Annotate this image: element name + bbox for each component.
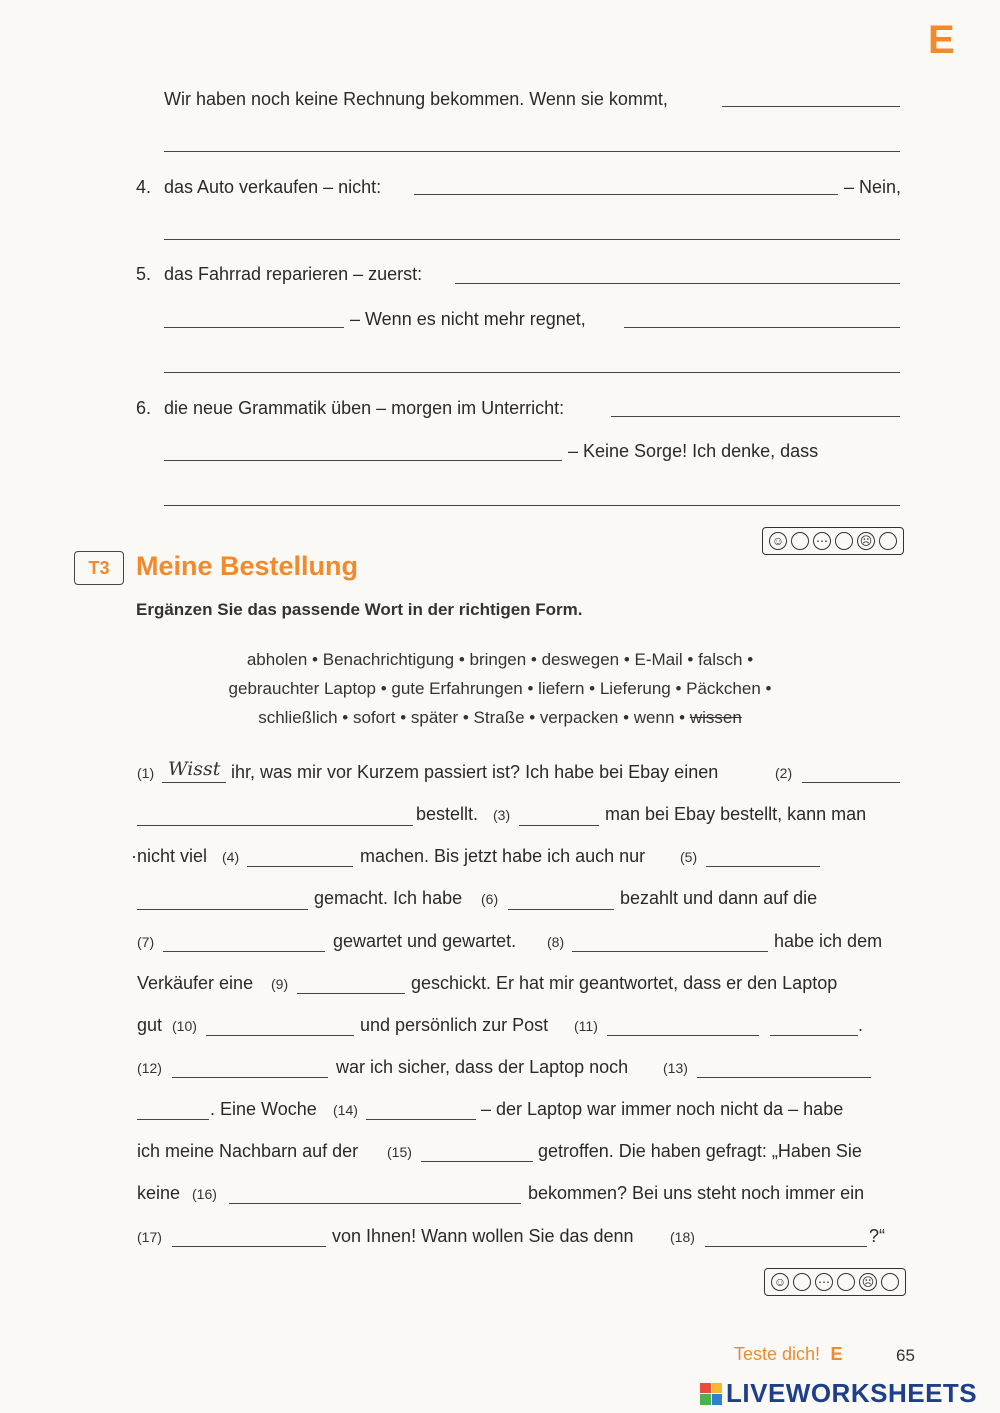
gap-3[interactable] (519, 825, 599, 826)
gap-5a[interactable] (706, 866, 820, 867)
gap-1[interactable] (162, 782, 226, 783)
item4-tail: – Nein, (844, 177, 902, 197)
gap-number-12: (12) (137, 1060, 162, 1076)
cloze-line-6b: geschickt. Er hat mir geantwortet, dass er den Laptop (411, 973, 838, 993)
gap-number-11: (11) (574, 1018, 598, 1034)
cloze-line-11b: bekommen? Bei uns steht noch immer ein (528, 1183, 865, 1203)
blank-item6-2[interactable] (164, 460, 562, 461)
gap-number-14: (14) (333, 1102, 358, 1118)
sad-face-icon[interactable]: ☹ (857, 532, 875, 550)
gap-5b[interactable] (137, 909, 308, 910)
gap-11b[interactable] (770, 1035, 858, 1036)
item4-prompt: das Auto verkaufen – nicht: (164, 177, 382, 197)
instruction: Ergänzen Sie das passende Wort in der richtigen Form. (136, 600, 583, 619)
cloze-line-4a: gemacht. Ich habe (314, 888, 463, 908)
gap-number-10: (10) (172, 1018, 197, 1034)
self-rating-bottom[interactable] (764, 1268, 906, 1296)
gap-6[interactable] (508, 909, 614, 910)
cloze-line-5a: gewartet und gewartet. (333, 931, 517, 951)
gap-number-2: (2) (775, 765, 793, 781)
liveworksheets-logo-icon (700, 1383, 722, 1405)
gap-11a[interactable] (607, 1035, 759, 1036)
gap-2b[interactable] (137, 825, 413, 826)
gap-9[interactable] (297, 993, 405, 994)
item5-mid: – Wenn es nicht mehr regnet, (350, 309, 586, 329)
neutral-face-icon[interactable]: ⋯ (815, 1273, 833, 1291)
circle-icon[interactable] (837, 1273, 855, 1291)
cloze-line-3a: ·nicht viel (131, 846, 208, 866)
gap-18[interactable] (705, 1246, 867, 1247)
smile-icon[interactable]: ☺ (771, 1273, 789, 1291)
page-number: 65 (896, 1346, 915, 1365)
gap-number-8: (8) (547, 934, 565, 950)
blank-item5-4[interactable] (164, 372, 900, 373)
word-bank-line-3 (0, 703, 1000, 732)
circle-icon[interactable] (791, 532, 809, 550)
gap-number-7: (7) (137, 934, 155, 950)
example-answer: Wisst (168, 758, 221, 780)
word-bank-struck-word: wissen (689, 708, 742, 727)
word-bank-line-1: abholen • Benachrichtigung • bringen • deswegen • E-Mail • falsch • (246, 650, 754, 669)
cloze-line-7b: und persönlich zur Post (360, 1015, 549, 1035)
word-bank-line-2: gebrauchter Laptop • gute Erfahrungen • liefern • Lieferung • Päckchen • (228, 679, 772, 698)
gap-number-15: (15) (387, 1144, 412, 1160)
blank-item5-1[interactable] (455, 283, 900, 284)
gap-16[interactable] (229, 1203, 521, 1204)
self-rating-top[interactable] (762, 527, 904, 555)
gap-number-17: (17) (137, 1229, 162, 1245)
gap-14[interactable] (366, 1119, 476, 1120)
circle-icon[interactable] (879, 532, 897, 550)
smile-icon[interactable]: ☺ (769, 532, 787, 550)
cloze-line-10b: getroffen. Die haben gefragt: „Haben Sie (538, 1141, 862, 1161)
circle-icon[interactable] (793, 1273, 811, 1291)
section-badge: T3 (74, 551, 124, 585)
blank-item6-3[interactable] (164, 505, 900, 506)
cloze-line-3b: machen. Bis jetzt habe ich auch nur (360, 846, 646, 866)
gap-number-4: (4) (222, 849, 240, 865)
gap-12[interactable] (172, 1077, 328, 1078)
cloze-line-6a: Verkäufer eine (137, 973, 254, 993)
cloze-line-12b: ?“ (869, 1226, 886, 1246)
brand-name: LIVEWORKSHEETS (726, 1378, 978, 1408)
cloze-line-12a: von Ihnen! Wann wollen Sie das denn (332, 1226, 634, 1246)
item6-number: 6. (136, 398, 152, 418)
cloze-line-11a: keine (137, 1183, 181, 1203)
neutral-face-icon[interactable]: ⋯ (813, 532, 831, 550)
brand-watermark (700, 1378, 977, 1409)
circle-icon[interactable] (835, 532, 853, 550)
cloze-line-1: ihr, was mir vor Kurzem passiert ist? Ich habe bei Ebay einen (231, 762, 719, 782)
gap-number-5: (5) (680, 849, 698, 865)
gap-13a[interactable] (697, 1077, 871, 1078)
gap-number-13: (13) (663, 1060, 688, 1076)
footer-label-group (734, 1344, 843, 1365)
item6-tail: – Keine Sorge! Ich denke, dass (568, 441, 819, 461)
gap-7[interactable] (163, 951, 325, 952)
gap-10[interactable] (206, 1035, 354, 1036)
gap-number-1: (1) (137, 765, 155, 781)
cloze-line-10a: ich meine Nachbarn auf der (137, 1141, 359, 1161)
item4-number: 4. (136, 177, 152, 197)
line-a: Wir haben noch keine Rechnung bekommen. Wenn sie kommt, (164, 89, 668, 109)
blank-top-1[interactable] (722, 106, 900, 107)
gap-number-18: (18) (670, 1229, 695, 1245)
cloze-line-9b: – der Laptop war immer noch nicht da – habe (481, 1099, 844, 1119)
cloze-line-8a: war ich sicher, dass der Laptop noch (336, 1057, 629, 1077)
blank-item5-2[interactable] (164, 327, 344, 328)
gap-13b[interactable] (137, 1119, 209, 1120)
cloze-line-4b: bezahlt und dann auf die (620, 888, 818, 908)
word-bank-line-3-text: schließlich • sofort • später • Straße • verpacken • wenn • (258, 708, 686, 727)
cloze-line-9a: . Eine Woche (210, 1099, 317, 1119)
gap-2a[interactable] (802, 782, 900, 783)
blank-item5-3[interactable] (624, 327, 900, 328)
item5-prompt: das Fahrrad reparieren – zuerst: (164, 264, 423, 284)
corner-letter: E (928, 18, 955, 62)
gap-8[interactable] (572, 951, 768, 952)
cloze-line-5b: habe ich dem (774, 931, 883, 951)
cloze-line-7c: . (858, 1015, 864, 1035)
sad-face-icon[interactable]: ☹ (859, 1273, 877, 1291)
blank-item4-1[interactable] (414, 194, 838, 195)
blank-item4-2[interactable] (164, 239, 900, 240)
gap-number-6: (6) (481, 891, 499, 907)
blank-item6-1[interactable] (611, 416, 900, 417)
cloze-line-7a: gut (137, 1015, 163, 1035)
gap-number-9: (9) (271, 976, 289, 992)
blank-top-2[interactable] (164, 151, 900, 152)
circle-icon[interactable] (881, 1273, 899, 1291)
item6-prompt: die neue Grammatik üben – morgen im Unterricht: (164, 398, 565, 418)
section-title: Meine Bestellung (136, 551, 359, 581)
footer-label: Teste dich! (734, 1344, 821, 1364)
gap-number-16: (16) (192, 1186, 217, 1202)
gap-4[interactable] (247, 866, 353, 867)
footer-letter: E (830, 1344, 843, 1364)
item5-number: 5. (136, 264, 152, 284)
gap-number-3: (3) (493, 807, 511, 823)
cloze-line-2a: bestellt. (416, 804, 479, 824)
gap-15[interactable] (421, 1161, 533, 1162)
cloze-line-2b: man bei Ebay bestellt, kann man (605, 804, 867, 824)
gap-17[interactable] (172, 1246, 326, 1247)
